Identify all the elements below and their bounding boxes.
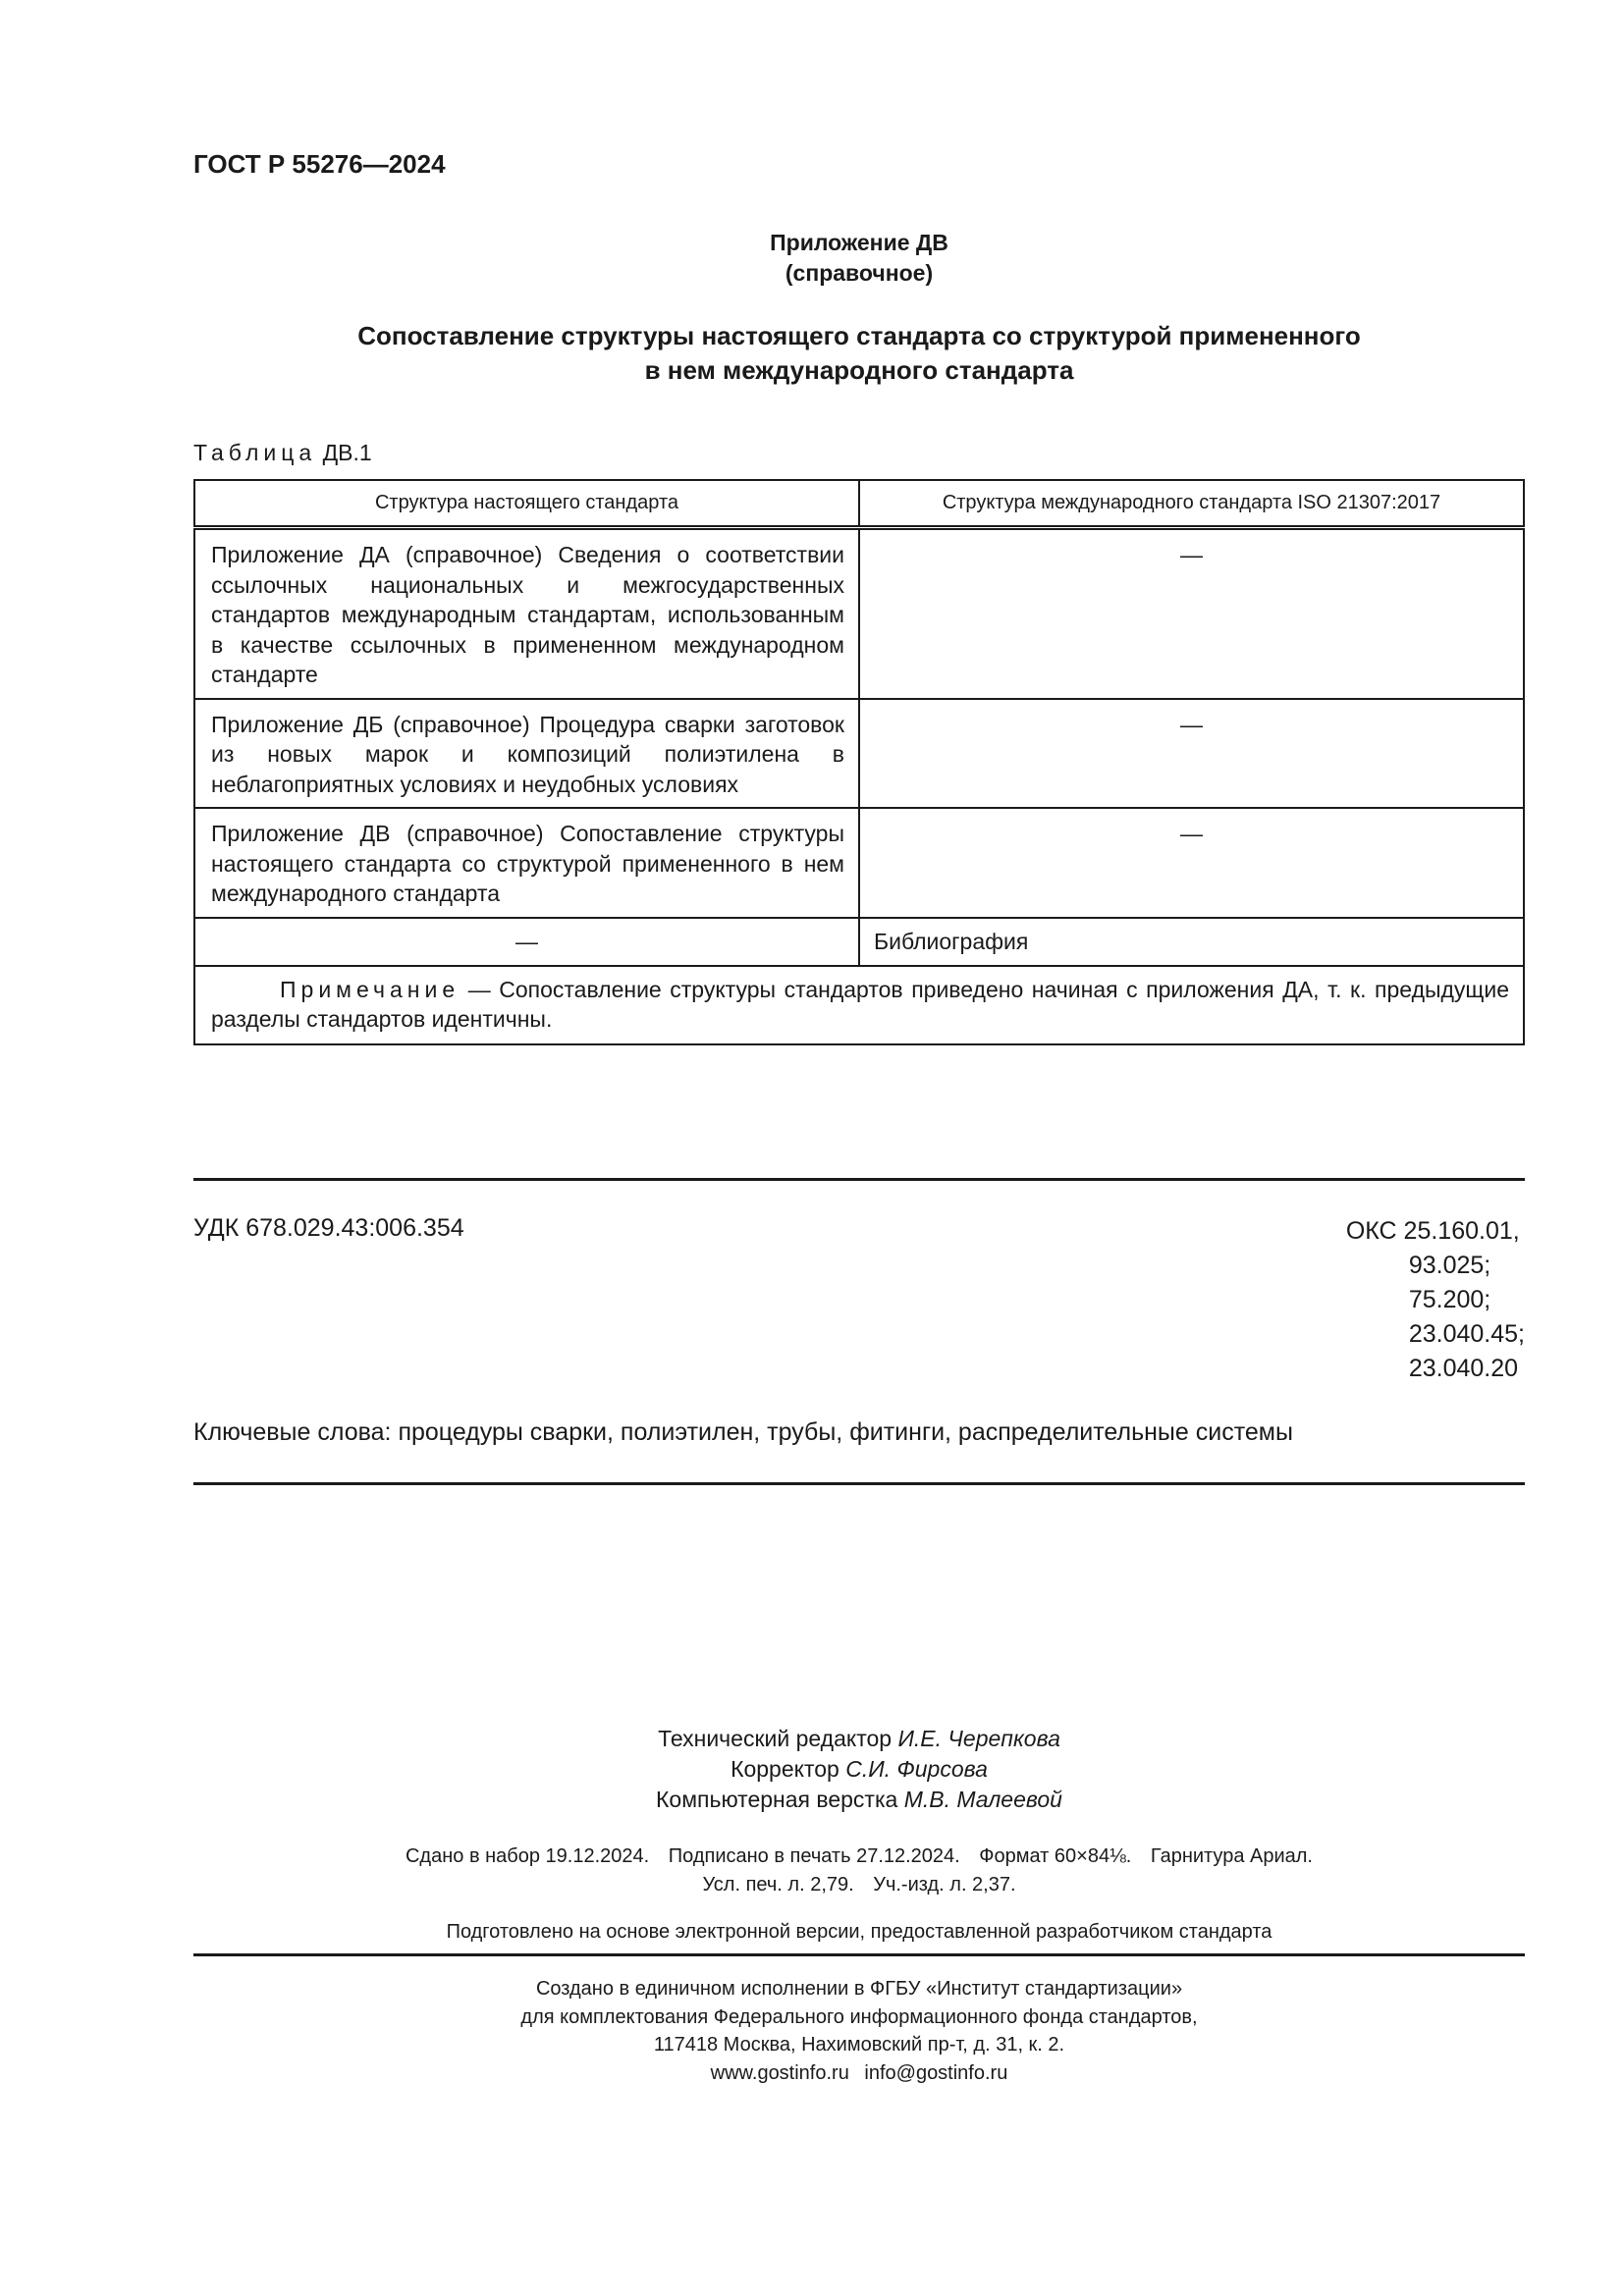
column-header-international: Структура международного стандарта ISO 21307:2017 (859, 480, 1524, 528)
website-link[interactable]: www.gostinfo.ru (710, 2061, 849, 2084)
note-label: Примечание (280, 976, 460, 1002)
layout-label: Компьютерная верстка (656, 1787, 898, 1812)
table-cell-national: — (194, 918, 859, 966)
oks-code: 75.200; (1408, 1286, 1491, 1313)
table-cell-international: — (859, 808, 1524, 918)
paper-format: Формат 60×84⅛. (979, 1845, 1132, 1867)
divider-top (193, 1178, 1525, 1181)
typeface: Гарнитура Ариал. (1150, 1845, 1313, 1867)
document-code: ГОСТ Р 55276—2024 (193, 149, 446, 179)
table-label (193, 440, 372, 466)
signed-date: Подписано в печать 27.12.2024. (668, 1845, 960, 1867)
table-cell-international: — (859, 699, 1524, 809)
appendix-heading (193, 319, 1525, 388)
publication-line-2 (193, 1871, 1525, 1899)
prepared-note: Подготовлено на основе электронной версии, предоставленной разработчиком стандарта (446, 1921, 1272, 1943)
footer-line-2: для комплектования Федерального информационного фонда стандартов, (520, 2005, 1198, 2028)
table-row (194, 918, 1524, 966)
oks-code: 23.040.20 (1408, 1355, 1519, 1382)
table-header-row (194, 480, 1524, 528)
appendix-heading-line2: в нем международного стандарта (644, 355, 1074, 385)
oks-first: ОКС 25.160.01, (1345, 1217, 1520, 1245)
corrector-label: Корректор (731, 1756, 839, 1782)
footer-line-1: Создано в единичном исполнении в ФГБУ «Институт стандартизации» (535, 1978, 1183, 2000)
footer-line-3: 117418 Москва, Нахимовский пр-т, д. 31, к. 2. (653, 2034, 1065, 2056)
oks-codes (1346, 1214, 1525, 1386)
tech-editor-label: Технический редактор (658, 1726, 893, 1751)
table-row (194, 808, 1524, 918)
corrector-line (193, 1754, 1525, 1785)
table-cell-national: Приложение ДБ (справочное) Процедура сварки заготовок из новых марок и композиций полиэтилена в неблагоприятных условиях и неудобных условиях (194, 699, 859, 809)
tech-editor-name: И.Е. Черепкова (897, 1726, 1060, 1751)
appendix-title-block (193, 228, 1525, 289)
publication-info (193, 1842, 1525, 1899)
email-link[interactable]: info@gostinfo.ru (864, 2061, 1008, 2084)
udk-code: УДК 678.029.43:006.354 (193, 1214, 464, 1242)
table-cell-national: Приложение ДВ (справочное) Сопоставление структуры настоящего стандарта со структурой примененного в нем международного стандарта (194, 808, 859, 918)
table-label-number: ДВ.1 (322, 440, 372, 465)
submitted-date: Сдано в набор 19.12.2024. (405, 1845, 650, 1867)
table-cell-international: — (859, 528, 1524, 699)
table-label-word: Таблица (193, 440, 317, 465)
footer-block (193, 1975, 1525, 2087)
corrector-name: С.И. Фирсова (845, 1756, 988, 1782)
divider-bottom (193, 1953, 1525, 1956)
keywords: Ключевые слова: процедуры сварки, полиэтилен, трубы, фитинги, распределительные системы (193, 1418, 1293, 1446)
oks-code: 93.025; (1408, 1252, 1491, 1279)
table-note-row (194, 966, 1524, 1044)
appendix-title: Приложение ДВ (770, 230, 948, 255)
appendix-heading-line1: Сопоставление структуры настоящего стандарта со структурой примененного (357, 321, 1361, 350)
print-sheets: Усл. печ. л. 2,79. (702, 1874, 854, 1896)
oks-code: 23.040.45; (1408, 1320, 1525, 1348)
tech-editor-line (193, 1724, 1525, 1754)
layout-line (193, 1785, 1525, 1815)
publication-line-1 (193, 1842, 1525, 1871)
table-note (194, 966, 1524, 1044)
comparison-table (193, 479, 1525, 1045)
note-text: — Сопоставление структуры стандартов приведено начиная с приложения ДА, т. к. предыдущие разделы стандартов идентичны. (211, 976, 1509, 1032)
column-header-national: Структура настоящего стандарта (194, 480, 859, 528)
table-cell-national: Приложение ДА (справочное) Сведения о соответствии ссылочных национальных и межгосударственных стандартов международным стандартам, использованным в качестве ссылочных в примененном международном стандарте (194, 528, 859, 699)
credits-block (193, 1724, 1525, 1815)
table-row (194, 528, 1524, 699)
divider-middle (193, 1482, 1525, 1485)
table-row (194, 699, 1524, 809)
layout-name: М.В. Малеевой (903, 1787, 1062, 1812)
footer-contacts (193, 2059, 1525, 2088)
table-cell-international: Библиография (859, 918, 1524, 966)
appendix-subtitle: (справочное) (785, 260, 934, 286)
publisher-sheets: Уч.-изд. л. 2,37. (873, 1874, 1016, 1896)
